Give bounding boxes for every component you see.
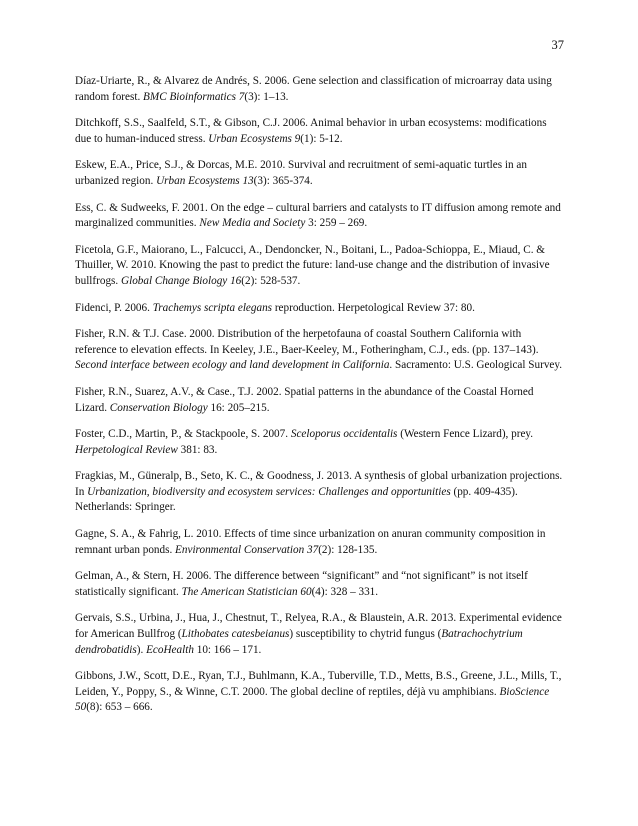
reference-list [75, 74, 565, 727]
reference-italic-text: EcoHealth [146, 643, 194, 656]
reference-italic-text: Lithobates catesbeianus [181, 628, 290, 641]
reference-text: Ditchkoff, S.S., Saalfeld, S.T., & Gibson, C.J. 2006. Animal behavior in urban ecosystems: modifications due to human-induced stress. [75, 117, 547, 145]
reference-text: Díaz-Uriarte, R., & Alvarez de Andrés, S. 2006. Gene selection and classification of microarray data using random forest. [75, 75, 552, 103]
reference-text: ) susceptibility to chytrid fungus ( [289, 628, 442, 641]
reference-italic-text: The American Statistician 60 [181, 585, 312, 598]
reference-text: Ficetola, G.F., Maiorano, L., Falcucci, A., Dendoncker, N., Boitani, L., Padoa-Schioppa, E., Miaud, C. & Thuiller, W. 2010. Knowing the past to predict the future: land-use change and the distribution of invasive bullfrogs. [75, 243, 550, 287]
reference-italic-text: Global Change Biology 16 [121, 274, 242, 287]
reference-italic-text: Environmental Conservation 37 [175, 543, 319, 556]
reference-text: (pp. 409-435). Netherlands: Springer. [75, 485, 518, 514]
reference-italic-text: Urban Ecosystems 9 [208, 132, 301, 145]
reference-text: 10: 166 – 171. [193, 643, 262, 656]
reference-entry [75, 74, 565, 105]
reference-italic-text: Urban Ecosystems 13 [156, 174, 254, 187]
reference-text: Fragkias, M., Güneralp, B., Seto, K. C., & Goodness, J. 2013. A synthesis of global urbanization projections. In [75, 470, 563, 498]
reference-text: (2): 128-135. [318, 543, 378, 556]
reference-entry [75, 158, 565, 189]
reference-text: Gelman, A., & Stern, H. 2006. The difference between “significant” and “not significant” is not itself statistically significant. [75, 570, 528, 598]
reference-text: Fisher, R.N., Suarez, A.V., & Case., T.J. 2002. Spatial patterns in the abundance of the Coastal Horned Lizard. [75, 385, 534, 414]
reference-entry [75, 243, 565, 290]
reference-text: Eskew, E.A., Price, S.J., & Dorcas, M.E. 2010. Survival and recruitment of semi-aquatic turtles in an urbanized region. [75, 159, 527, 187]
reference-text: (Western Fence Lizard), prey. [397, 428, 534, 441]
reference-text: (2): 528-537. [241, 274, 301, 287]
reference-italic-text: Second interface between ecology and land development in California [75, 359, 390, 372]
reference-italic-text: BMC Bioinformatics 7 [143, 90, 245, 103]
reference-text: (4): 328 – 331. [311, 585, 379, 598]
reference-text: reproduction. Herpetological Review 37: 80. [272, 301, 475, 314]
reference-text: 381: 83. [177, 443, 218, 456]
reference-text: 3: 259 – 269. [305, 217, 368, 230]
reference-italic-text: Herpetological Review [75, 443, 178, 456]
reference-entry [75, 427, 565, 458]
reference-italic-text: Batrachochytrium dendrobatidis [75, 628, 523, 656]
reference-entry [75, 385, 565, 416]
reference-italic-text: New Media and Society [199, 217, 306, 230]
reference-italic-text: Conservation Biology [109, 401, 208, 414]
reference-text: ). [136, 643, 147, 656]
reference-entry [75, 201, 565, 232]
reference-entry [75, 327, 565, 374]
reference-italic-text: Trachemys scripta elegans [152, 301, 273, 314]
page-number: 37 [551, 38, 564, 52]
reference-text: Fisher, R.N. & T.J. Case. 2000. Distribution of the herpetofauna of coastal Southern California with reference to elevation effects. In Keeley, J.E., Baer-Keeley, M., Fotheringham, C.J., eds. (pp. 137–143). [75, 328, 539, 356]
reference-text: Gagne, S. A., & Fahrig, L. 2010. Effects of time since urbanization on anuran community composition in remnant urban ponds. [75, 528, 546, 556]
reference-entry [75, 569, 565, 600]
reference-text: (3): 1–13. [244, 90, 289, 103]
reference-text: Fidenci, P. 2006. [75, 301, 153, 314]
reference-text: Gervais, S.S., Urbina, J., Hua, J., Chestnut, T., Relyea, R.A., & Blaustein, A.R. 2013. Experimental evidence for American Bullfrog ( [75, 612, 562, 641]
reference-entry [75, 611, 565, 658]
reference-italic-text: Sceloporus occidentalis [290, 428, 398, 441]
reference-text: Foster, C.D., Martin, P., & Stackpoole, S. 2007. [75, 428, 291, 441]
reference-text: Gibbons, J.W., Scott, D.E., Ryan, T.J., Buhlmann, K.A., Tuberville, T.D., Metts, B.S., Greene, J.L., Mills, T., Leiden, Y., Poppy, S., & Winne, C.T. 2000. The global decline of reptiles, déjà vu amphibians. [75, 670, 562, 698]
reference-text: (1): 5-12. [300, 132, 343, 145]
reference-italic-text: Urbanization, biodiversity and ecosystem services: Challenges and opportunities [87, 485, 451, 498]
reference-entry [75, 469, 565, 516]
reference-text: (8): 653 – 666. [86, 701, 153, 714]
reference-entry [75, 527, 565, 558]
reference-entry [75, 116, 565, 147]
reference-entry [75, 301, 565, 317]
reference-italic-text: BioScience 50 [75, 685, 550, 714]
reference-entry [75, 669, 565, 716]
reference-text: 16: 205–215. [207, 401, 270, 414]
reference-text: Ess, C. & Sudweeks, F. 2001. On the edge – cultural barriers and catalysts to IT diffusion among remote and marginalized communities. [75, 201, 561, 230]
reference-text: . Sacramento: U.S. Geological Survey. [389, 359, 563, 372]
reference-text: (3): 365-374. [253, 174, 313, 187]
